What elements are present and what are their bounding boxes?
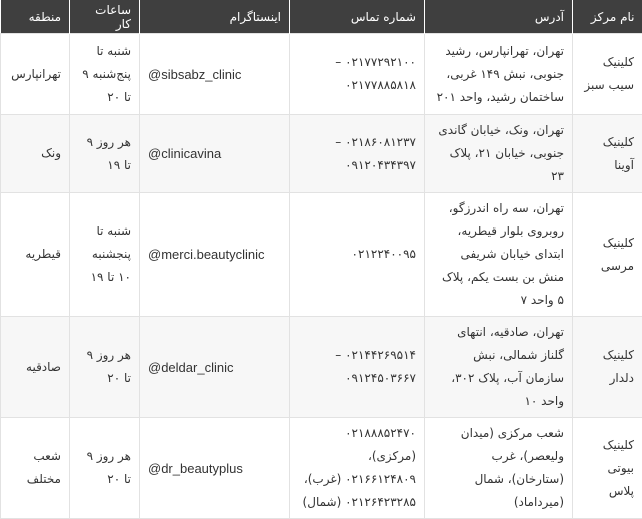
table-row bbox=[1, 115, 642, 193]
cell-center-name: کلینیک دلدار bbox=[573, 317, 642, 418]
table-row bbox=[1, 34, 642, 115]
header-center-name: نام مرکز bbox=[573, 0, 642, 34]
cell-instagram: @merci.beautyclinic bbox=[140, 193, 290, 317]
cell-hours: هر روز ۹ تا ۲۰ bbox=[70, 317, 140, 418]
cell-center-name: کلینیک بیوتی پلاس bbox=[573, 418, 642, 519]
cell-hours: شنبه تا پنج‌شنبه ۹ تا ۲۰ bbox=[70, 34, 140, 115]
cell-address: تهران، صادقیه، انتهای گلناز شمالی، نبش سازمان آب، پلاک ۳۰۲، واحد ۱۰ bbox=[425, 317, 573, 418]
cell-region: ونک bbox=[1, 115, 70, 193]
cell-center-name: کلینیک آوینا bbox=[573, 115, 642, 193]
cell-instagram: @clinicavina bbox=[140, 115, 290, 193]
cell-address: تهران، سه راه اندرزگو، روبروی بلوار قیطریه، ابتدای خیابان شریفی منش بن بست یکم، پلاک ۵ واحد ۷ bbox=[425, 193, 573, 317]
cell-instagram: @deldar_clinic bbox=[140, 317, 290, 418]
cell-instagram: @dr_beautyplus bbox=[140, 418, 290, 519]
cell-phone: ۰۲۱۲۲۴۰۰۹۵ bbox=[290, 193, 425, 317]
cell-phone: ۰۲۱۴۴۲۶۹۵۱۴ – ۰۹۱۲۴۵۰۳۶۶۷ bbox=[290, 317, 425, 418]
cell-region: تهرانپارس bbox=[1, 34, 70, 115]
cell-hours: هر روز ۹ تا ۲۰ bbox=[70, 418, 140, 519]
cell-phone: ۰۲۱۸۶۰۸۱۲۳۷ – ۰۹۱۲۰۴۳۴۳۹۷ bbox=[290, 115, 425, 193]
header-hours: ساعات کار bbox=[70, 0, 140, 34]
header-phone: شماره تماس bbox=[290, 0, 425, 34]
cell-center-name: کلینیک سیب سبز bbox=[573, 34, 642, 115]
table-row bbox=[1, 193, 642, 317]
cell-instagram: @sibsabz_clinic bbox=[140, 34, 290, 115]
header-region: منطقه bbox=[1, 0, 70, 34]
table-row bbox=[1, 418, 642, 519]
cell-phone: ۰۲۱۷۷۲۹۲۱۰۰ – ۰۲۱۷۷۸۸۵۸۱۸ bbox=[290, 34, 425, 115]
cell-hours: شنبه تا پنجشنبه ۱۰ تا ۱۹ bbox=[70, 193, 140, 317]
table-row bbox=[1, 317, 642, 418]
header-instagram: اینستاگرام bbox=[140, 0, 290, 34]
cell-region: صادقیه bbox=[1, 317, 70, 418]
cell-hours: هر روز ۹ تا ۱۹ bbox=[70, 115, 140, 193]
cell-center-name: کلینیک مرسی bbox=[573, 193, 642, 317]
cell-address: شعب مرکزی (میدان ولیعصر)، غرب (ستارخان)، شمال (میرداماد) bbox=[425, 418, 573, 519]
cell-address: تهران، ونک، خیابان گاندی جنوبی، خیابان ۲۱، پلاک ۲۳ bbox=[425, 115, 573, 193]
cell-address: تهران، تهرانپارس، رشید جنوبی، نبش ۱۴۹ غربی، ساختمان رشید، واحد ۲۰۱ bbox=[425, 34, 573, 115]
cell-region: قیطریه bbox=[1, 193, 70, 317]
cell-phone: ۰۲۱۸۸۸۵۲۴۷۰ (مرکزی)، ۰۲۱۶۶۱۲۴۸۰۹ (غرب)، ۰۲۱۲۶۴۲۳۲۸۵ (شمال) bbox=[290, 418, 425, 519]
table-header-row bbox=[1, 0, 642, 34]
header-address: آدرس bbox=[425, 0, 573, 34]
cell-region: شعب مختلف bbox=[1, 418, 70, 519]
